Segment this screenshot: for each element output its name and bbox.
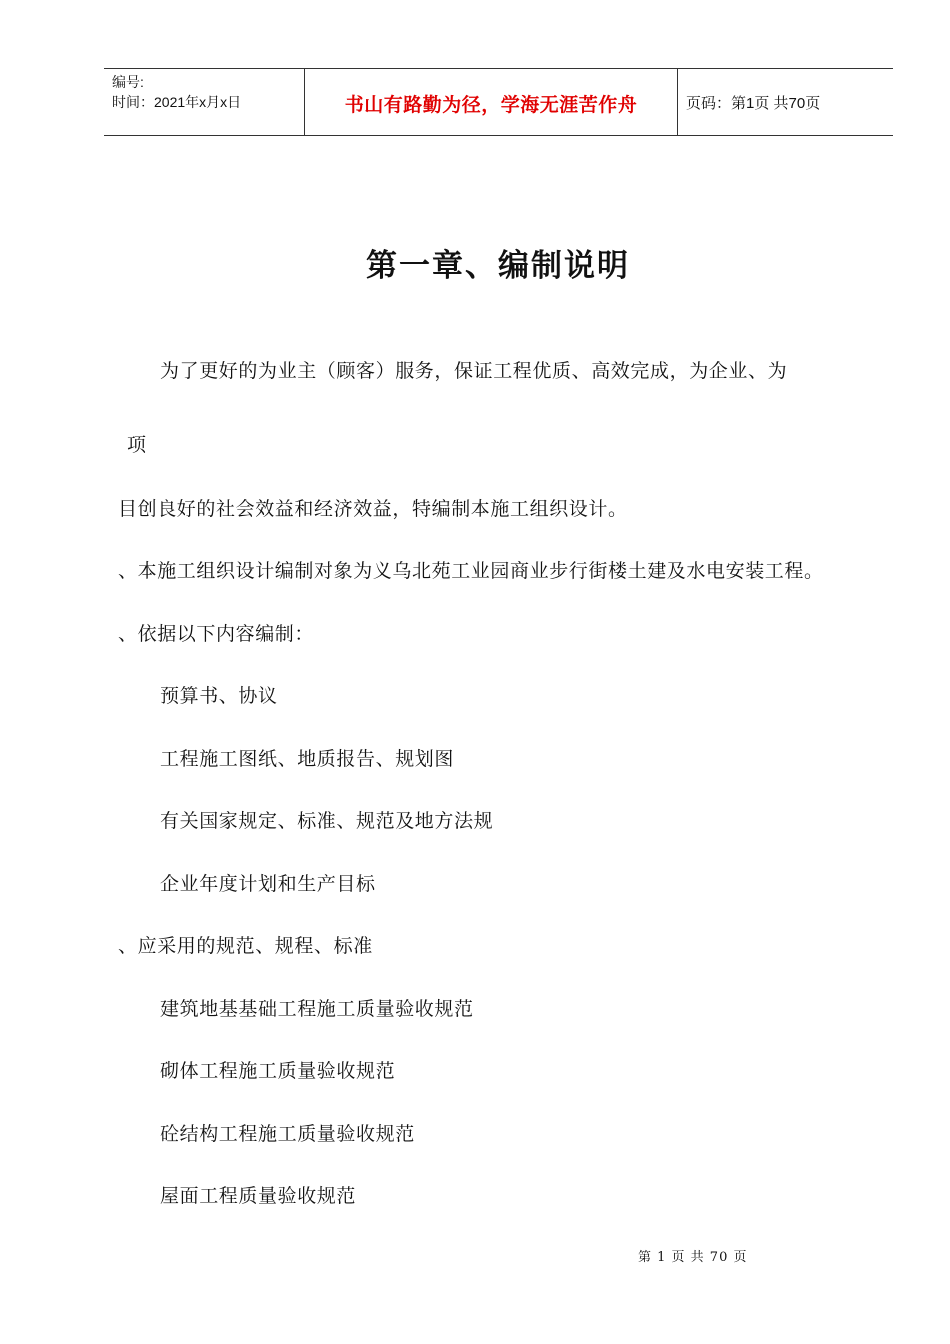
time-label: 时间：2021年x月x日 <box>112 94 242 110</box>
intro-line-2: 项 <box>127 434 147 456</box>
item-3-heading: 、应采用的规范、规程、标准 <box>118 935 373 957</box>
header-page-info: 页码：第1页 共70页 <box>686 94 821 112</box>
item-3-entry: 砌体工程施工质量验收规范 <box>160 1060 396 1082</box>
item-1: 、本施工组织设计编制对象为义乌北苑工业园商业步行街楼土建及水电安装工程。 <box>118 560 824 582</box>
item-2-entry: 工程施工图纸、地质报告、规划图 <box>160 748 455 770</box>
item-2-entry: 预算书、协议 <box>160 685 278 707</box>
item-2-entry: 有关国家规定、标准、规范及地方法规 <box>160 810 494 832</box>
item-3-entry: 砼结构工程施工质量验收规范 <box>160 1123 415 1145</box>
item-3-entry: 建筑地基基础工程施工质量验收规范 <box>160 998 474 1020</box>
intro-line-3: 目创良好的社会效益和经济效益，特编制本施工组织设计。 <box>118 498 628 520</box>
item-2-entry: 企业年度计划和生产目标 <box>160 873 376 895</box>
number-label: 编号: <box>112 74 144 90</box>
header-motto: 书山有路勤为径，学海无涯苦作舟 <box>305 69 678 135</box>
page-footer: 第 1 页 共 70 页 <box>638 1250 748 1265</box>
item-2-heading: 、依据以下内容编制： <box>118 623 315 645</box>
intro-line-1: 为了更好的为业主（顾客）服务，保证工程优质、高效完成，为企业、为 <box>160 360 788 382</box>
item-3-entry: 屋面工程质量验收规范 <box>160 1185 357 1207</box>
header-meta <box>104 69 305 135</box>
document-header <box>104 68 893 136</box>
chapter-title: 第一章、编制说明 <box>366 248 630 284</box>
